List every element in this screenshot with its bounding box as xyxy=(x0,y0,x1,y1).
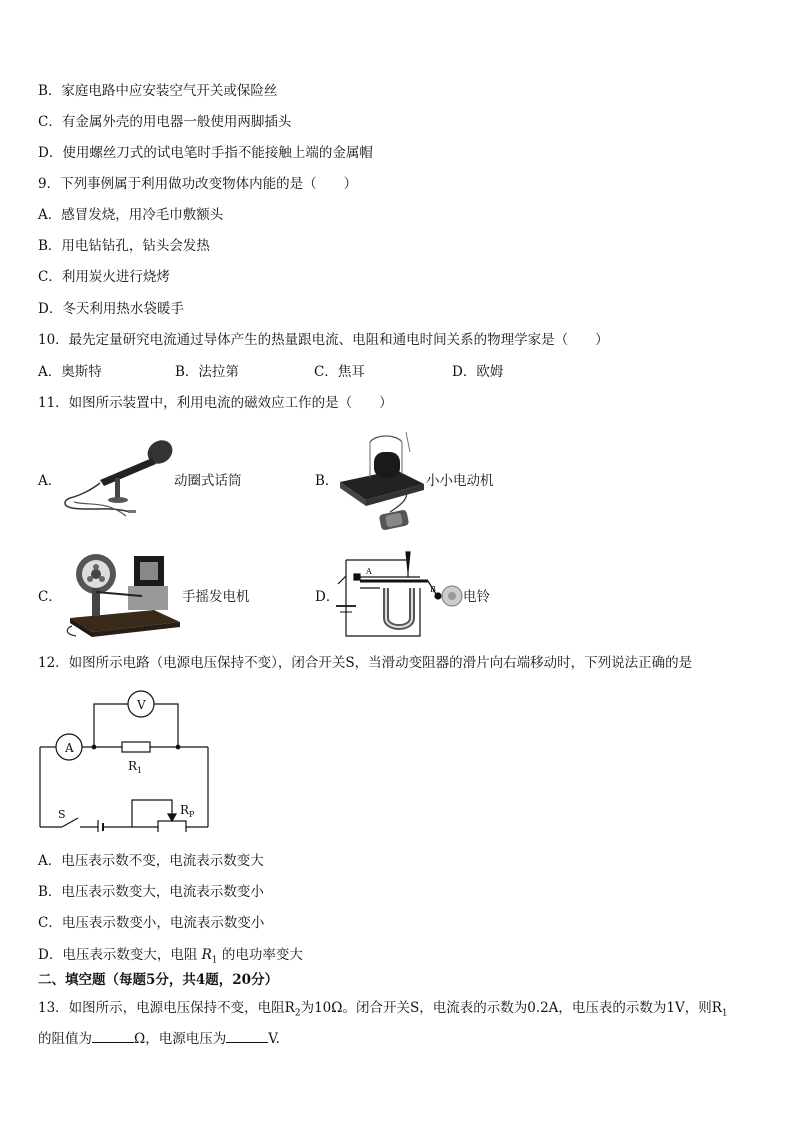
q9-option-d: D．冬天利用热水袋暖手 xyxy=(38,301,184,317)
microphone-icon xyxy=(65,436,177,516)
motor-icon xyxy=(340,432,424,531)
q13-line1: 13．如图所示，电源电压保持不变，电阻$R_2$为10Ω。闭合开关S，电流表的示数为0.2A，电压表的示数为1V，则$R_1$ xyxy=(38,1000,728,1019)
r1-label: R xyxy=(128,759,138,773)
q11-option-d-letter: D． xyxy=(315,589,340,605)
generator-icon xyxy=(67,554,180,637)
q11-stem: 11．如图所示装置中，利用电流的磁效应工作的是（ ） xyxy=(38,395,393,411)
q8-option-d: D．使用螺丝刀式的试电笔时手指不能接触上端的金属帽 xyxy=(38,145,373,161)
q11-option-b-letter: B． xyxy=(315,473,339,489)
q9-option-b: B．用电钻钻孔，钻头会发热 xyxy=(38,238,210,254)
q12-option-b: B．电压表示数变大，电流表示数变小 xyxy=(38,884,264,900)
q12-circuit-diagram xyxy=(36,690,216,832)
q10-stem: 10．最先定量研究电流通过导体产生的热量跟电流、电阻和通电时间关系的物理学家是（ ） xyxy=(38,332,609,348)
bell-label-b: B xyxy=(430,585,436,594)
q11-option-a-text: 动圈式话筒 xyxy=(174,473,242,489)
voltmeter-label: V xyxy=(137,698,146,712)
microphone-image xyxy=(60,436,180,522)
q11-option-d-text: 电铃 xyxy=(463,589,490,605)
q11-option-b-text: 小小电动机 xyxy=(426,473,494,489)
ammeter-label: A xyxy=(65,741,74,755)
q9-option-c: C．利用炭火进行烧烤 xyxy=(38,269,170,285)
q12-option-a: A．电压表示数不变，电流表示数变大 xyxy=(38,853,264,869)
switch-label: S xyxy=(58,808,66,821)
bell-label-a: A xyxy=(366,567,372,576)
bell-circuit-icon xyxy=(336,552,462,636)
q13-line2: 的阻值为 Ω，电源电压为 V. xyxy=(38,1031,280,1047)
q11-option-c-letter: C． xyxy=(38,589,62,605)
q13-blank-resistance[interactable] xyxy=(92,1030,134,1043)
q9-option-a: A．感冒发烧，用冷毛巾敷额头 xyxy=(38,207,224,223)
q11-option-c-text: 手摇发电机 xyxy=(182,589,250,605)
q8-option-c: C．有金属外壳的用电器一般使用两脚插头 xyxy=(38,114,292,130)
r1-symbol: R xyxy=(201,947,212,963)
q12-option-c: C．电压表示数变小，电流表示数变小 xyxy=(38,915,265,931)
q8-option-b: B．家庭电路中应安装空气开关或保险丝 xyxy=(38,83,278,99)
q11-option-a-letter: A． xyxy=(38,473,62,489)
motor-image xyxy=(336,430,428,534)
resistor-r1-icon xyxy=(122,742,150,752)
q12-option-d: D．电压表示数变大，电阻 $R_1$ 的电功率变大 xyxy=(38,947,303,966)
rp-label: R xyxy=(180,803,190,817)
rheostat-rp-icon xyxy=(158,821,186,832)
q13-blank-voltage[interactable] xyxy=(226,1030,268,1043)
q10-option-a: A．奥斯特 xyxy=(38,364,102,380)
q10-option-c: C．焦耳 xyxy=(314,364,365,380)
q10-option-b: B．法拉第 xyxy=(175,364,239,380)
q9-stem: 9．下列事例属于利用做功改变物体内能的是（ ） xyxy=(38,176,358,192)
q12-stem: 12．如图所示电路（电源电压保持不变），闭合开关S，当滑动变阻器的滑片向右端移动时，下列说法正确的是 xyxy=(38,655,693,671)
r1-subscript: 1 xyxy=(137,766,143,775)
generator-image xyxy=(62,548,182,640)
rp-subscript: P xyxy=(189,810,195,819)
q10-option-d: D．欧姆 xyxy=(452,364,504,380)
section-2-title: 二、填空题（每题5分，共4题，20分） xyxy=(38,972,279,988)
